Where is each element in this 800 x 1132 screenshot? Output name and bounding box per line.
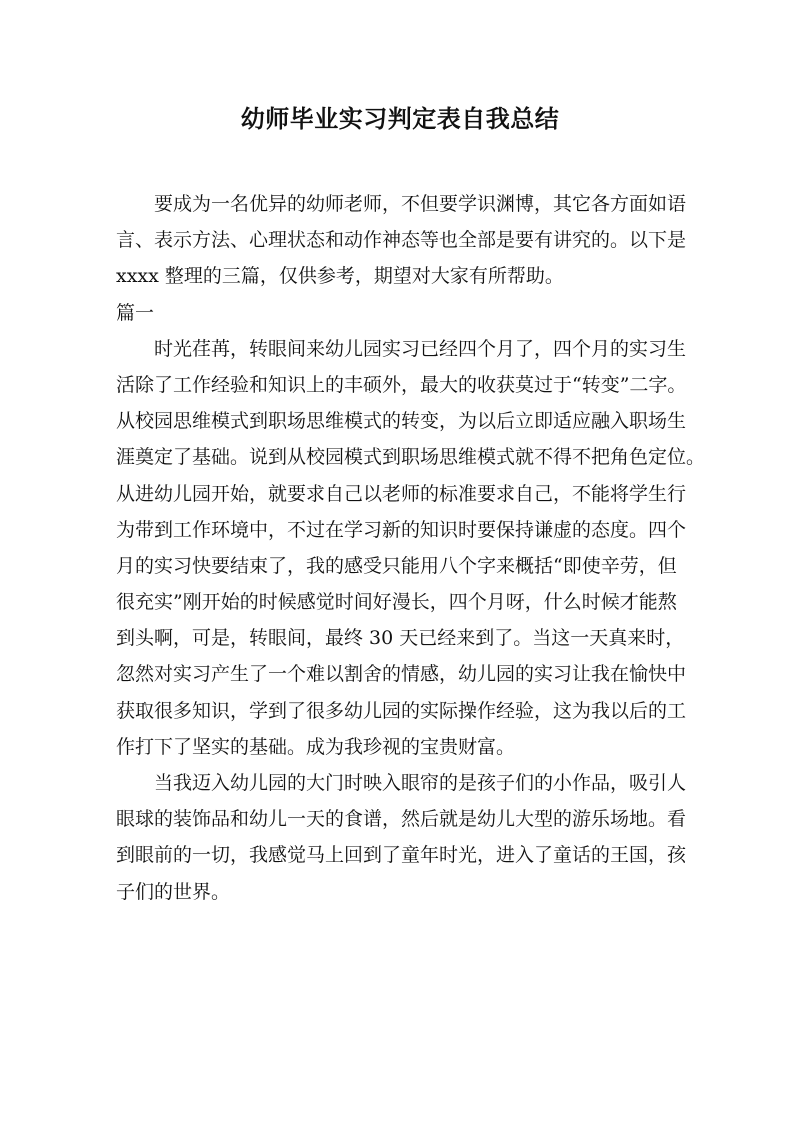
text-line: 很充实”刚开始的时候感觉时间好漫长，四个月呀，什么时候才能熬 bbox=[116, 591, 677, 614]
text-line: 到头啊，可是，转眼间，最终 30 天已经来到了。当这一天真来时， bbox=[116, 627, 685, 650]
text-line: 从进幼儿园开始，就要求自己以老师的标准要求自己，不能将学生行 bbox=[116, 482, 687, 505]
text-line: 涯奠定了基础。说到从校园模式到职场思维模式就不得不把角色定位。 bbox=[116, 446, 706, 469]
text-line: 篇一 bbox=[116, 301, 155, 324]
text-line: 获取很多知识，学到了很多幼儿园的实际操作经验，这为我以后的工 bbox=[116, 699, 687, 722]
text-line: 当我迈入幼儿园的大门时映入眼帘的是孩子们的小作品，吸引人 bbox=[154, 772, 687, 794]
text-line: 活除了工作经验和知识上的丰硕外，最大的收获莫过于“转变”二字。 bbox=[116, 373, 687, 396]
text-line: xxxx 整理的三篇，仅供参考，期望对大家有所帮助。 bbox=[116, 265, 564, 288]
text-line: 言、表示方法、心理状态和动作神态等也全部是要有讲究的。以下是 bbox=[116, 229, 687, 252]
text-line: 月的实习快要结束了，我的感受只能用八个字来概括“即使辛劳，但 bbox=[116, 554, 677, 577]
text-line: 忽然对实习产生了一个难以割舍的情感，幼儿园的实习让我在愉快中 bbox=[116, 663, 687, 686]
text-line: 时光荏苒，转眼间来幼儿园实习已经四个月了，四个月的实习生 bbox=[154, 337, 687, 360]
text-line: 要成为一名优异的幼师老师，不但要学识渊博，其它各方面如语 bbox=[154, 193, 687, 215]
text-line: 为带到工作环境中，不过在学习新的知识时要保持谦虚的态度。四个 bbox=[116, 518, 687, 541]
text-line: 子们的世界。 bbox=[116, 880, 231, 903]
text-line: 眼球的装饰品和幼儿一天的食谱，然后就是幼儿大型的游乐场地。看 bbox=[116, 808, 687, 831]
text-line: 到眼前的一切，我感觉马上回到了童年时光，进入了童话的王国，孩 bbox=[116, 844, 687, 867]
text-line: 作打下了坚实的基础。成为我珍视的宝贵财富。 bbox=[116, 735, 516, 758]
document-body bbox=[116, 186, 706, 910]
document-title: 幼师毕业实习判定表自我总结 bbox=[240, 104, 560, 133]
text-line: 从校园思维模式到职场思维模式的转变，为以后立即适应融入职场生 bbox=[116, 410, 687, 433]
